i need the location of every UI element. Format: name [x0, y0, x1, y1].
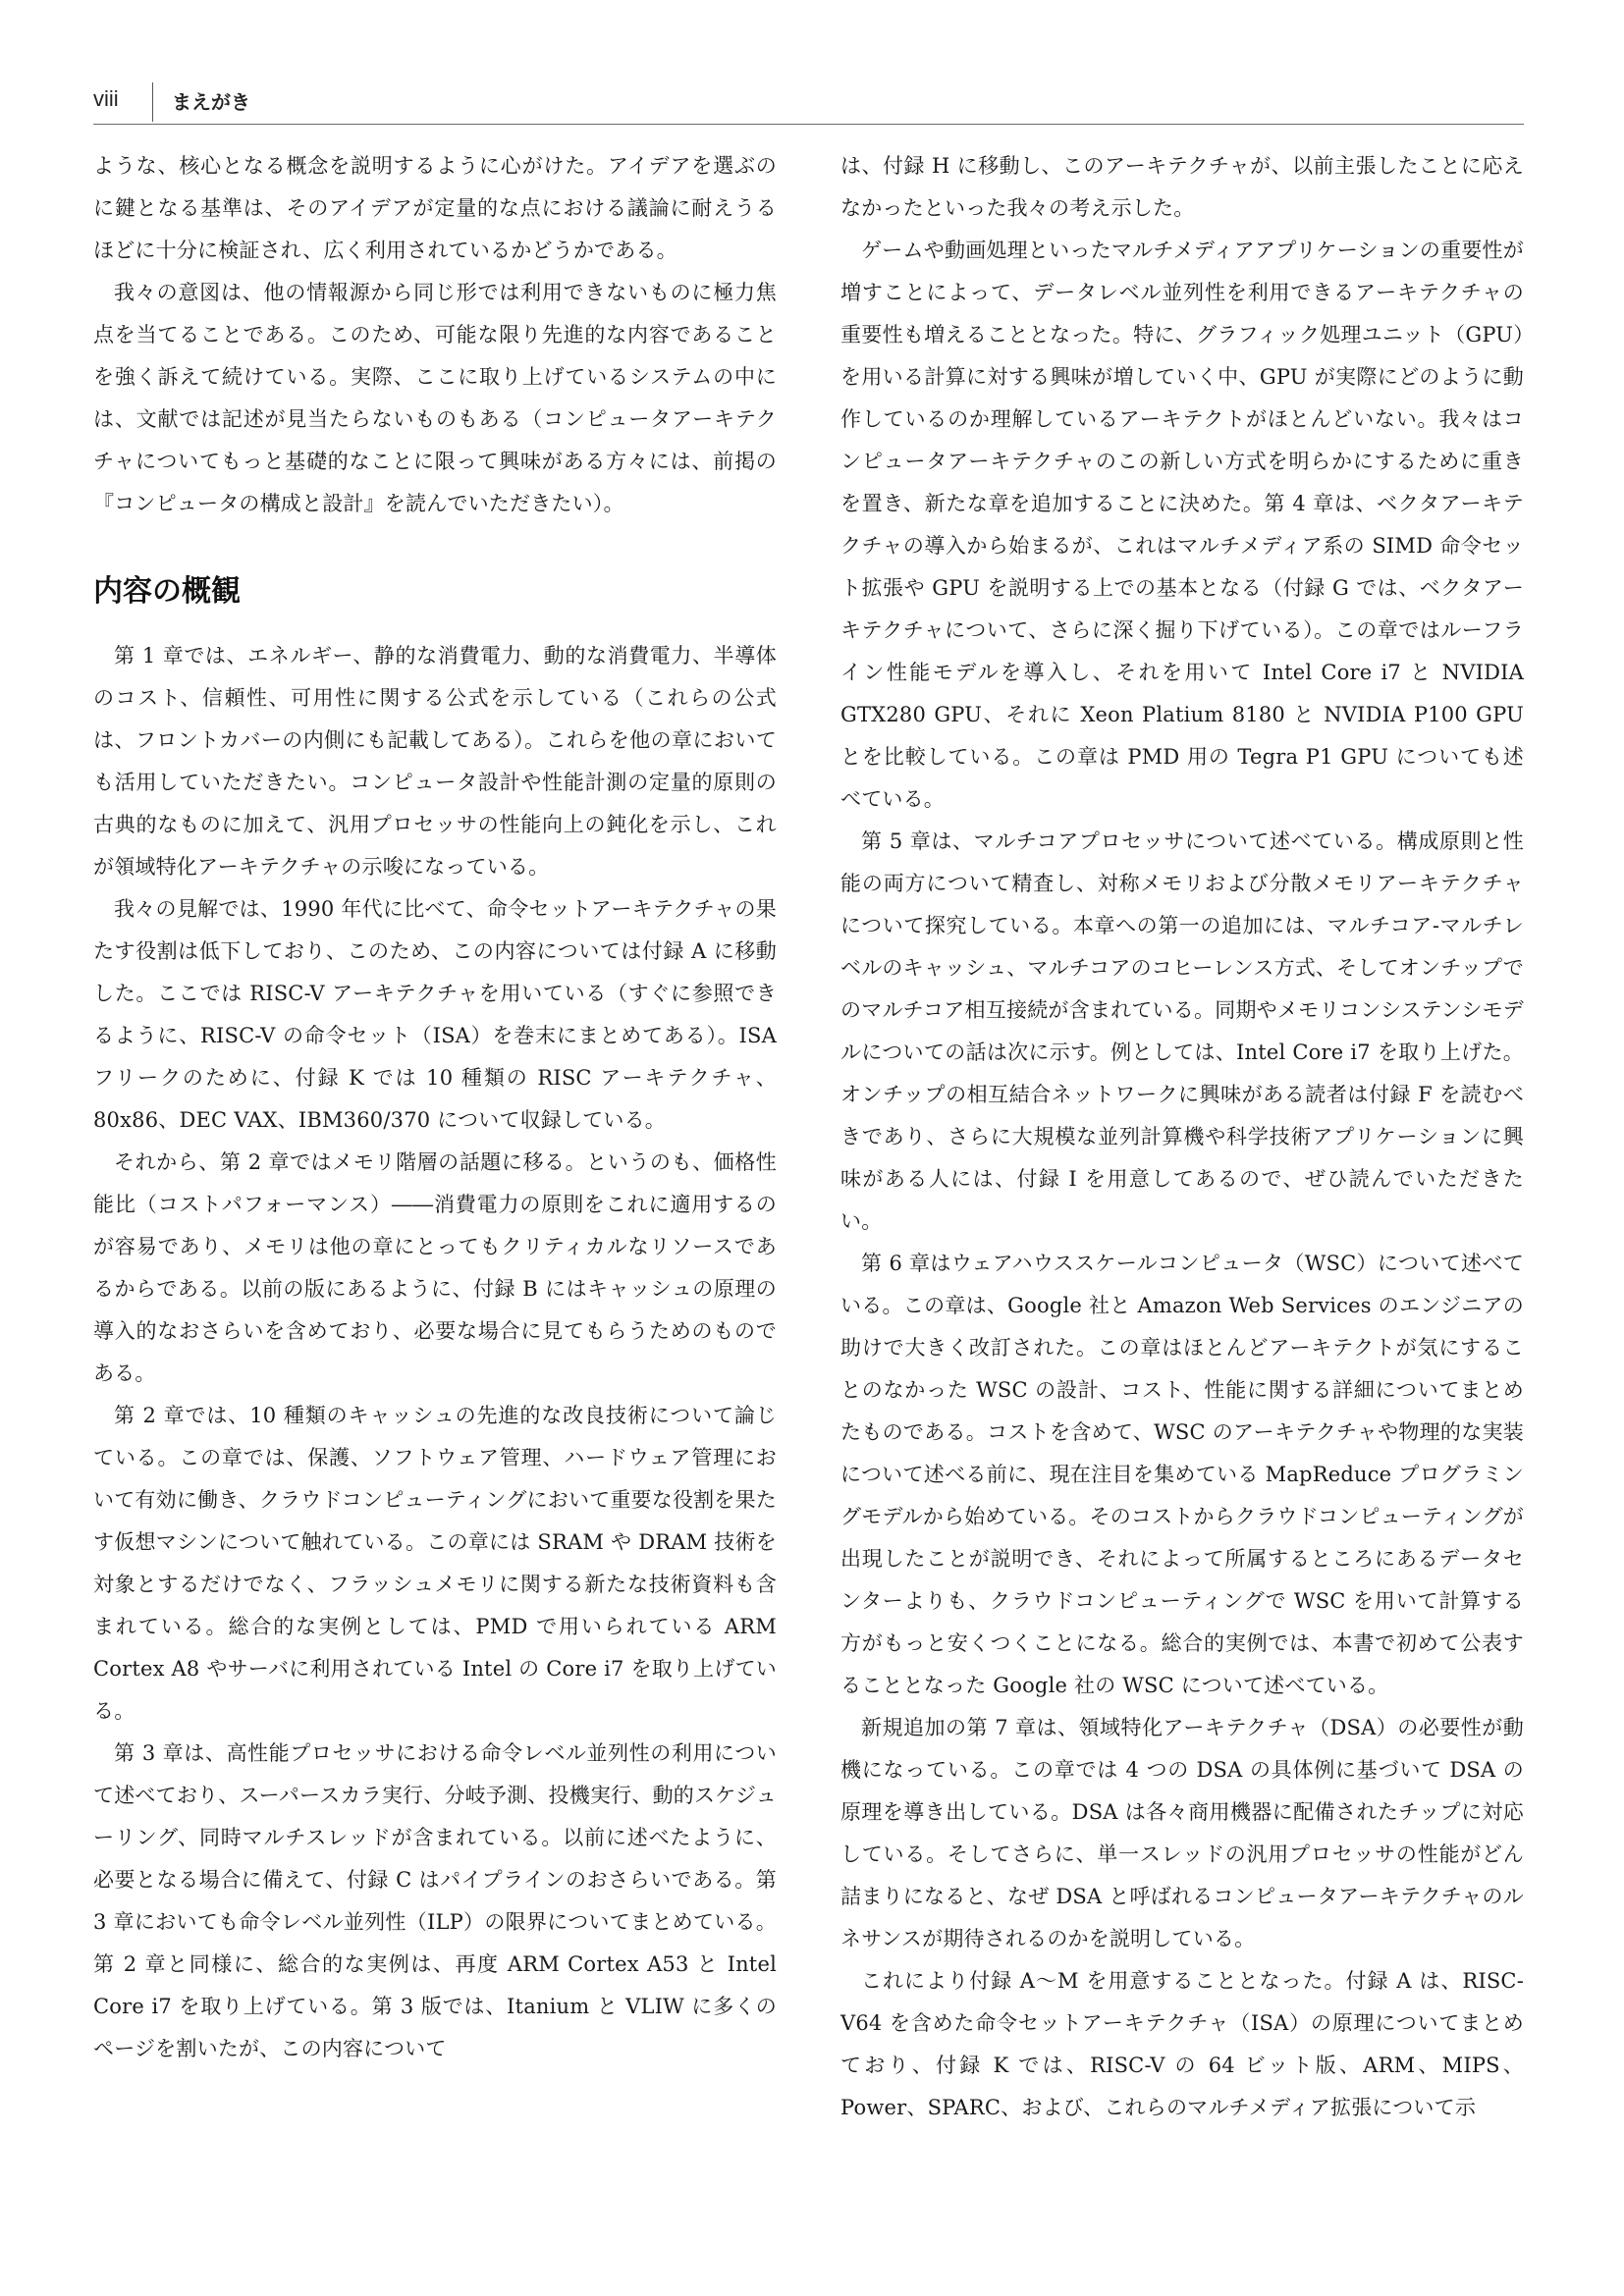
right-column — [840, 145, 1524, 2129]
paragraph: 我々の意図は、他の情報源から同じ形では利用できないものに極力焦点を当てることである。このため、可能な限り先進的な内容であることを強く訴えて続けている。実際、ここに取り上げているシステムの中には、文献では記述が見当たらないものもある（コンピュータアーキテクチャについてもっと基礎的なことに限って興味がある方々には、前掲の『コンピュータの構成と設計』を読んでいただきたい）。 — [93, 281, 777, 515]
paragraph: これにより付録 A〜M を用意することとなった。付録 A は、RISC-V64 を含めた命令セットアーキテクチャ（ISA）の原理についてまとめており、付録 K では、RISC-V の 64 ビット版、ARM、MIPS、Power、SPARC、および、これらのマルチメディア拡張について示 — [840, 1969, 1524, 2119]
paragraph: 第 1 章では、エネルギー、静的な消費電力、動的な消費電力、半導体のコスト、信頼性、可用性に関する公式を示している（これらの公式は、フロントカバーの内側にも記載してある）。これらを他の章においても活用していただきたい。コンピュータ設計や性能計測の定量的原則の古典的なものに加えて、汎用プロセッサの性能向上の鈍化を示し、これが領域特化アーキテクチャの示唆になっている。 — [93, 644, 777, 879]
page-number: viii — [93, 86, 119, 111]
running-title: まえがき — [172, 90, 250, 114]
paragraph: 我々の見解では、1990 年代に比べて、命令セットアーキテクチャの果たす役割は低下しており、このため、この内容については付録 A に移動した。ここでは RISC-V アーキテクチャを用いている（すぐに参照できるように、RISC-V の命令セット（ISA）を巻末にまとめてある）。ISA フリークのために、付録 K では 10 種類の RISC アーキテクチャ、80x86、DEC VAX、IBM360/370 について収録している。 — [93, 897, 777, 1132]
left-column — [93, 145, 777, 2070]
paragraph: 新規追加の第 7 章は、領域特化アーキテクチャ（DSA）の必要性が動機になっている。この章では 4 つの DSA の具体例に基づいて DSA の原理を導き出している。DSA は各々商用機器に配備されたチップに対応している。そしてさらに、単一スレッドの汎用プロセッサの性能がどん詰まりになると、なぜ DSA と呼ばれるコンピュータアーキテクチャのルネサンスが期待されるのかを説明している。 — [840, 1716, 1524, 1950]
paragraph: は、付録 H に移動し、このアーキテクチャが、以前主張したことに応えなかったといった我々の考え示した。 — [840, 154, 1524, 220]
section-heading: 内容の概観 — [93, 574, 241, 609]
paragraph: 第 3 章は、高性能プロセッサにおける命令レベル並列性の利用について述べており、スーパースカラ実行、分岐予測、投機実行、動的スケジューリング、同時マルチスレッドが含まれている。以前に述べたように、必要となる場合に備えて、付録 C はパイプラインのおさらいである。第 3 章においても命令レベル並列性（ILP）の限界についてまとめている。第 2 章と同様に、総合的な実例は、再度 ARM Cortex A53 と Intel Core i7 を取り上げている。第 3 版では、Itanium と VLIW に多くのページを割いたが、この内容について — [93, 1741, 777, 2060]
paragraph: 第 5 章は、マルチコアプロセッサについて述べている。構成原則と性能の両方について精査し、対称メモリおよび分散メモリアーキテクチャについて探究している。本章への第一の追加には、マルチコア-マルチレベルのキャッシュ、マルチコアのコヒーレンス方式、そしてオンチップでのマルチコア相互接続が含まれている。同期やメモリコンシステンシモデルについての話は次に示す。例としては、Intel Core i7 を取り上げた。オンチップの相互結合ネットワークに興味がある読者は付録 F を読むべきであり、さらに大規模な並列計算機や科学技術アプリケーションに興味がある人には、付録 I を用意してあるので、ぜひ読んでいただきたい。 — [840, 829, 1524, 1233]
paragraph: ゲームや動画処理といったマルチメディアアプリケーションの重要性が増すことによって、データレベル並列性を利用できるアーキテクチャの重要性も増えることとなった。特に、グラフィック処理ユニット（GPU）を用いる計算に対する興味が増していく中、GPU が実際にどのように動作しているのか理解しているアーキテクトがほとんどいない。我々はコンピュータアーキテクチャのこの新しい方式を明らかにするために重きを置き、新たな章を追加することに決めた。第 4 章は、ベクタアーキテクチャの導入から始まるが、これはマルチメディア系の SIMD 命令セット拡張や GPU を説明する上での基本となる（付録 G では、ベクタアーキテクチャについて、さらに深く掘り下げている）。この章ではルーフライン性能モデルを導入し、それを用いて Intel Core i7 と NVIDIA GTX280 GPU、それに Xeon Platium 8180 と NVIDIA P100 GPU とを比較している。この章は PMD 用の Tegra P1 GPU についても述べている。 — [840, 239, 1525, 811]
paragraph: 第 6 章はウェアハウススケールコンピュータ（WSC）について述べている。この章は、Google 社と Amazon Web Services のエンジニアの助けで大きく改訂された。この章はほとんどアーキテクトが気にすることのなかった WSC の設計、コスト、性能に関する詳細についてまとめたものである。コストを含めて、WSC のアーキテクチャや物理的な実装について述べる前に、現在注目を集めている MapReduce プログラミングモデルから始めている。そのコストからクラウドコンピューティングが出現したことが説明でき、それによって所属するところにあるデータセンターよりも、クラウドコンピューティングで WSC を用いて計算する方がもっと安くつくことになる。総合的実例では、本書で初めて公表することとなった Google 社の WSC について述べている。 — [840, 1252, 1524, 1697]
paragraph: ような、核心となる概念を説明するように心がけた。アイデアを選ぶのに鍵となる基準は、そのアイデアが定量的な点における議論に耐えうるほどに十分に検証され、広く利用されているかどうかである。 — [93, 154, 777, 262]
header-divider — [152, 82, 153, 122]
paragraph: 第 2 章では、10 種類のキャッシュの先進的な改良技術について論じている。この章では、保護、ソフトウェア管理、ハードウェア管理において有効に働き、クラウドコンピューティングにおいて重要な役割を果たす仮想マシンについて触れている。この章には SRAM や DRAM 技術を対象とするだけでなく、フラッシュメモリに関する新たな技術資料も含まれている。総合的な実例としては、PMD で用いられている ARM Cortex A8 やサーバに利用されている Intel の Core i7 を取り上げている。 — [93, 1404, 777, 1723]
page-header — [93, 80, 1524, 125]
paragraph: それから、第 2 章ではメモリ階層の話題に移る。というのも、価格性能比（コストパフォーマンス）――消費電力の原則をこれに適用するのが容易であり、メモリは他の章にとってもクリティカルなリソースであるからである。以前の版にあるように、付録 B にはキャッシュの原理の導入的なおさらいを含めており、必要な場合に見てもらうためのものである。 — [93, 1150, 777, 1385]
